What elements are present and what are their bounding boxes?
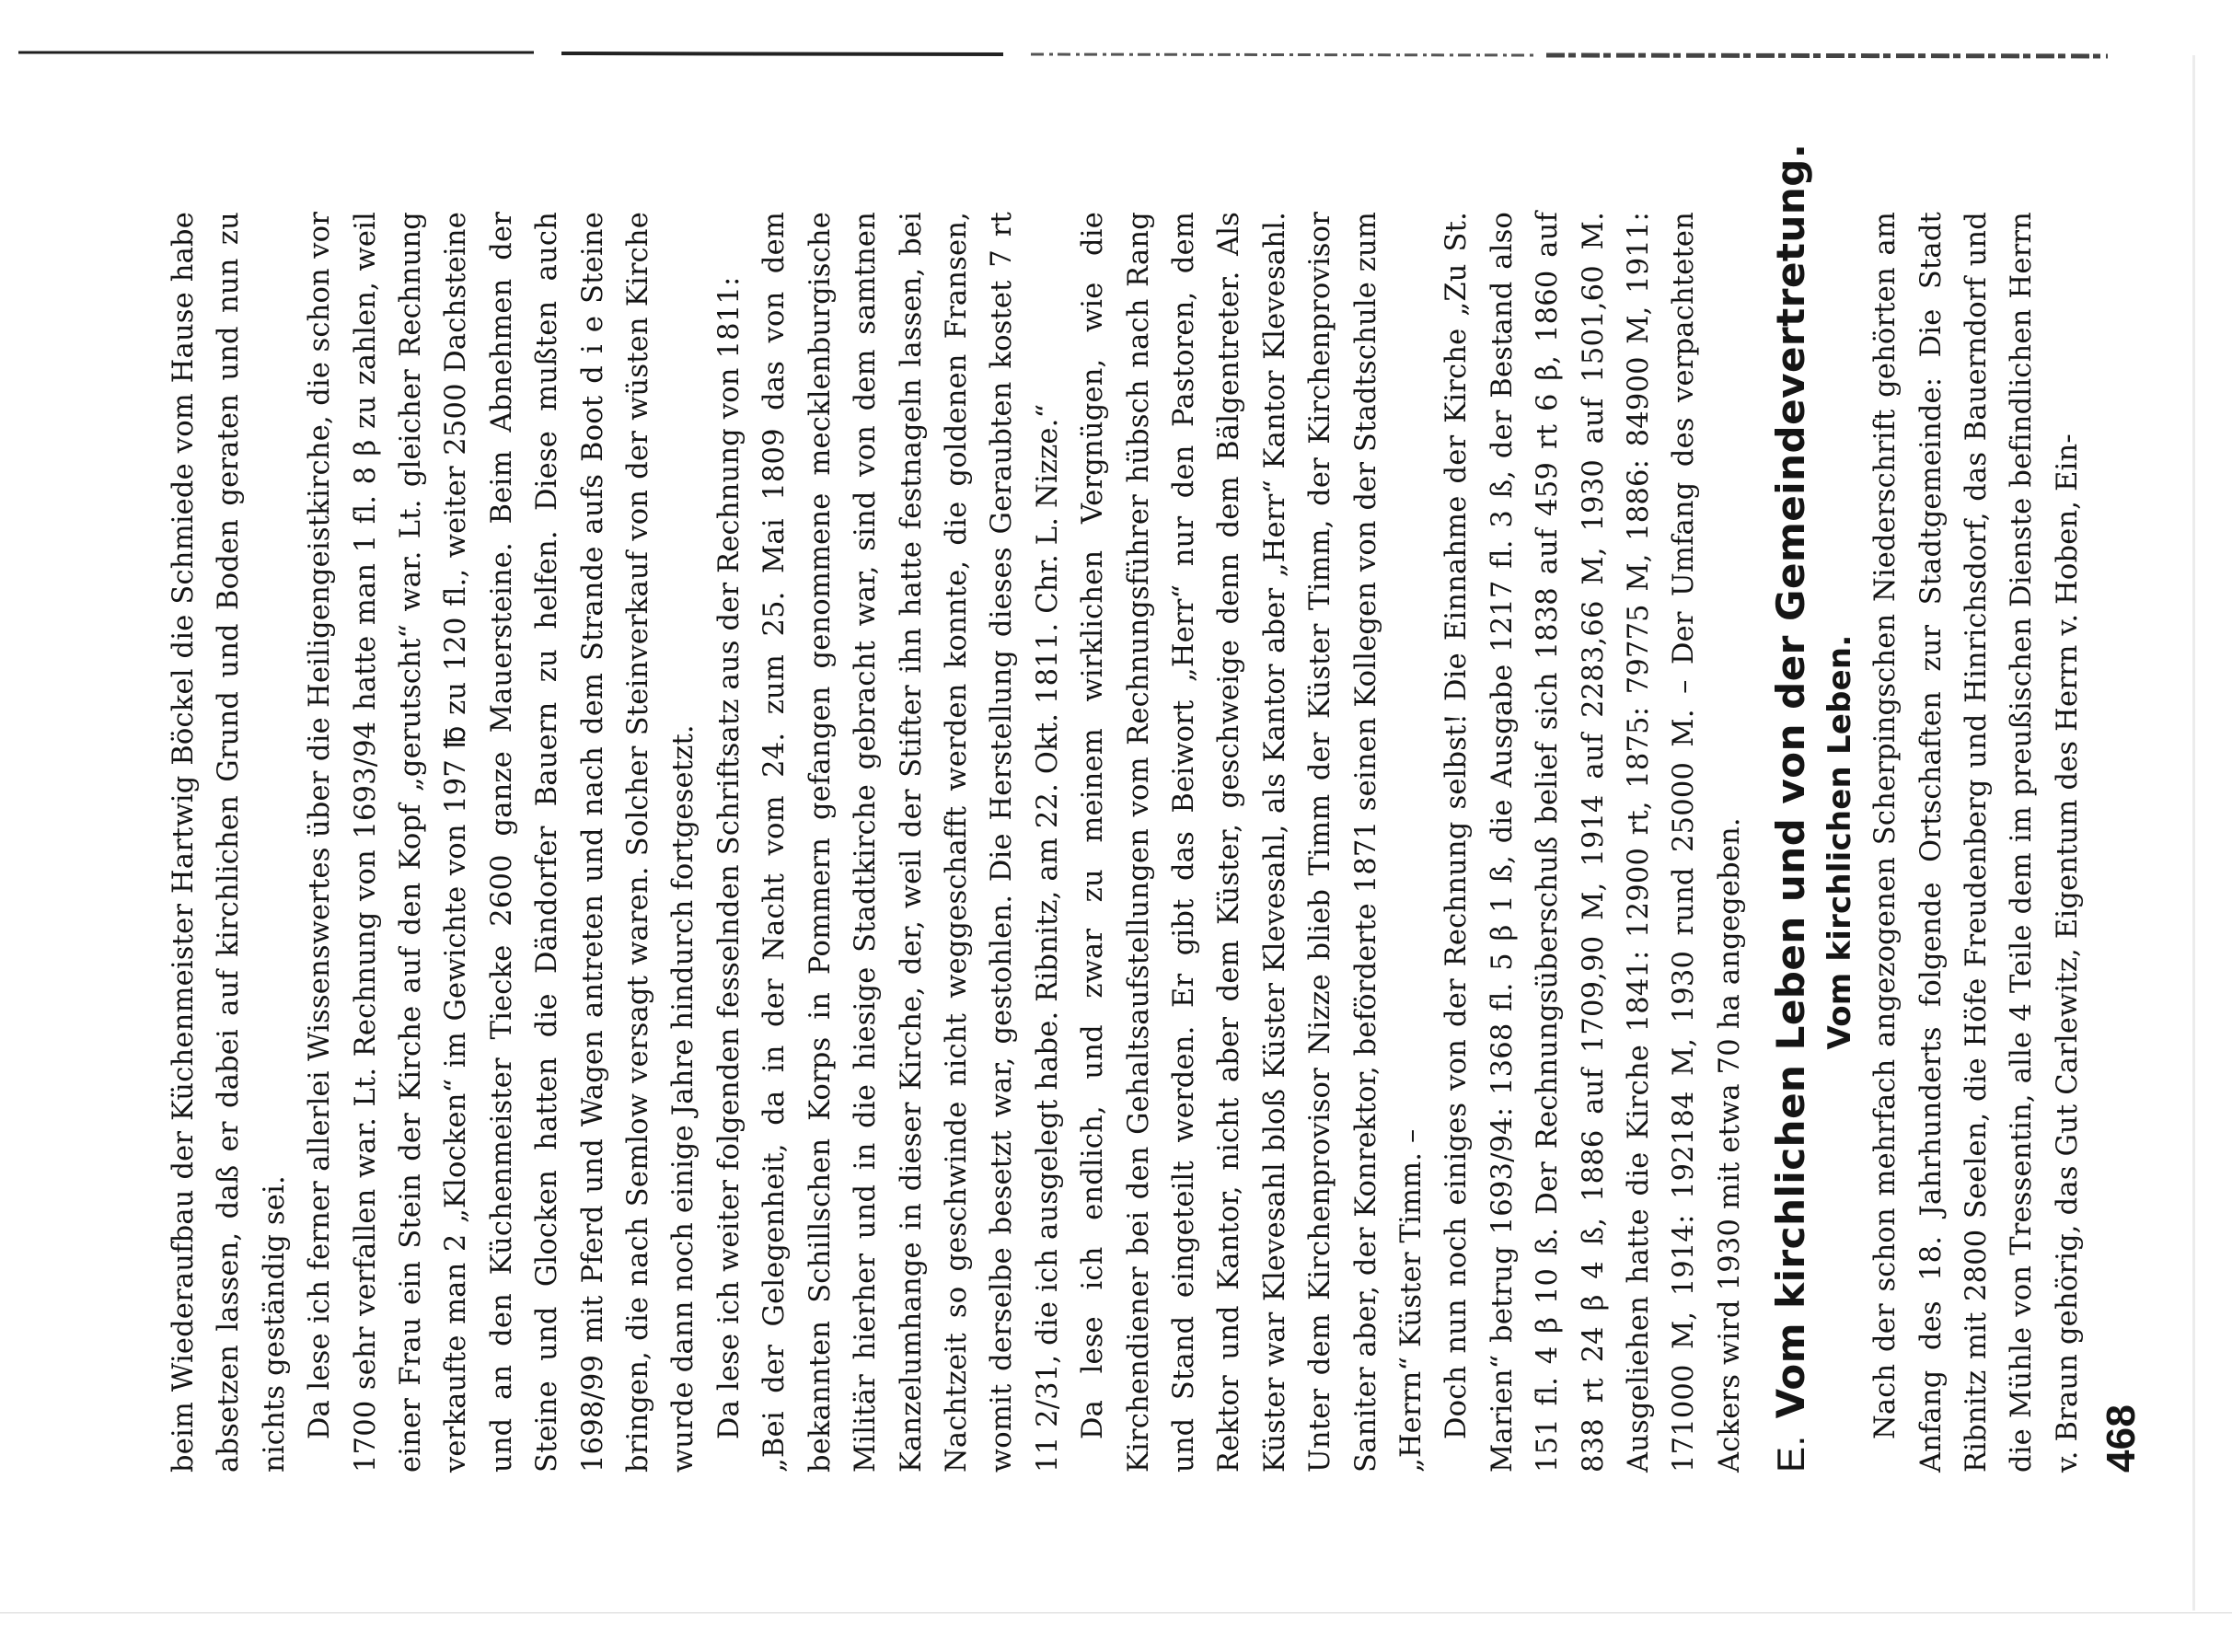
bottom-edge-line [0, 1612, 2232, 1621]
paragraph-6: Doch nun noch einiges von der Rechnung selbst! Die Einnahme der Kirche „Zu St. Marien“ betrug 1693/94: 1368 fl. 5 β 1 ß, die Ausgabe 1217 fl. 3 ß, der Bestand also 151 fl. 4 β 10 ß. Der Rechnungsüberschuß belief sich 1838 auf 459 rt 6 β, 1860 auf 838 rt 24 β 4 ß, 1886 auf 1709,90 M, 1914 auf 2283,66 M, 1930 auf 1501,60 M. Ausgeliehen hatte die Kirche 1841: 12900 rt, 1875: 79775 M, 1886: 84900 M, 1911: 171000 M, 1914: 192184 M, 1930 rund 25000 M. – Der Umfang des verpachteten Ackers wird 1930 mit etwa 70 ha angegeben. [1440, 212, 1746, 1473]
paragraph-5: Da lese ich endlich, und zwar zu meinem wirklichen Vergnügen, wie die Kirchendiener bei den Gehaltsaufstellungen vom Rechnungsführer hübsch nach Rang und Stand eingeteilt werden. Er gibt das Beiwort „Herr“ nur den Pastoren, dem Rektor und Kantor, nicht aber dem Küster, geschweige denn dem Bälgentreter. Als Küster war Klevesahl bloß Küster Klevesahl, als Kantor aber „Herr“ Kantor Klevesahl. Unter dem Kirchenprovisor Nizze blieb Timm der Küster Timm, der Kirchenprovisor Saniter aber, der Konrektor, beförderte 1871 seinen Kollegen von der Stadtschule zum „Herrn“ Küster Timm. – [1077, 212, 1428, 1473]
paragraph-4-quotation: „Bei der Gelegenheit, da in der Nacht vom 24. zum 25. Mai 1809 das von dem bekannten Schillschen Korps in Pommern gefangen genommene mecklenburgische Militär hierher und in die hiesige Stadtkirche gebracht war, sind von dem samtnen Kanzelumhange in dieser Kirche, der, weil der Stifter ihn hatte festnageln lassen, bei Nachtzeit so geschwinde nicht weggeschafft werden konnte, die goldenen Fransen, womit derselbe besetzt war, gestohlen. Die Herstellung dieses Geraubten kostet 7 rt 11 2/31, die ich ausgelegt habe. Ribnitz, am 22. Okt. 1811. Chr. L. Nizze.“ [758, 212, 1064, 1473]
paragraph-1: beim Wiederaufbau der Küchenmeister Hartwig Böckel die Schmiede vom Hause habe absetzen lassen, daß er dabei auf kirchlichen Grund und Boden geraten und nun zu nichts geständig sei. [168, 212, 291, 1473]
right-shadow-edge [2192, 55, 2195, 1611]
section-title: Vom kirchlichen Leben und von der Gemeindevertretung. [1768, 143, 1814, 1419]
paragraph-7: Nach der schon mehrfach angezogenen Scherpingschen Niederschrift gehörten am Anfang des 18. Jahrhunderts folgende Ortschaften zur Stadtgemeinde: Die Stadt Ribnitz mit 2800 Seelen, die Höfe Freudenberg und Hinrichsdorf, das Bauerndorf und die Mühle von Tressentin, alle 4 Teile dem im preußischen Dienste befindlichen Herrn v. Braun gehörig, das Gut Carlewitz, Eigentum des Herrn v. Hoben, Ein- [1869, 212, 2084, 1473]
rotated-text-block [161, 143, 2145, 1473]
text-column [161, 143, 2149, 1473]
subsection-heading: Vom kirchlichen Leben. [1821, 634, 1859, 1050]
top-edge-smudge [18, 46, 2108, 63]
section-letter: E. [1769, 1435, 1813, 1473]
section-heading [1765, 143, 1817, 1473]
paragraph-2: Da lese ich ferner allerlei Wissenswertes über die Heiligengeistkirche, die schon vor 1700 sehr verfallen war. Lt. Rechnung von 1693/94 hatte man 1 fl. 8 β zu zahlen, weil einer Frau ein Stein der Kirche auf den Kopf „gerutscht“ war. Lt. gleicher Rechnung verkaufte man 2 „Klocken“ im Gewichte von 197 ℔ zu 120 fl., weiter 2500 Dachsteine und an den Küchenmeister Tiecke 2600 ganze Mauersteine. Beim Abnehmen der Steine und Glocken hatten die Dändorfer Bauern zu helfen. Diese mußten auch 1698/99 mit Pferd und Wagen antreten und nach dem Strande aufs Boot d i e Steine bringen, die nach Semlow versagt waren. Solcher Steinverkauf von der wüsten Kirche wurde dann noch einige Jahre hindurch fortgesetzt. [304, 212, 700, 1473]
page-number: 468 [2099, 1404, 2145, 1473]
paragraph-3: Da lese ich weiter folgenden fesselnden Schriftsatz aus der Rechnung von 1811: [712, 276, 746, 1439]
